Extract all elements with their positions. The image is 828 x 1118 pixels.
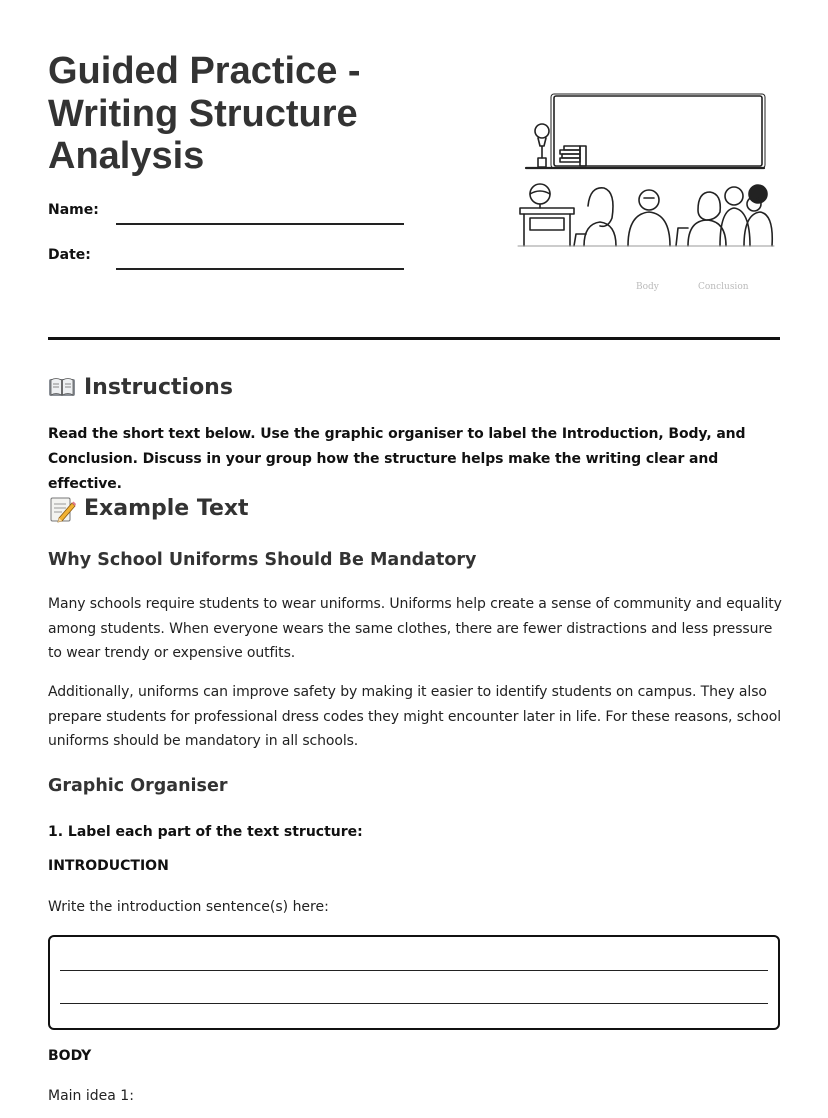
body-label: BODY	[48, 1048, 92, 1064]
open-book-icon	[48, 374, 76, 400]
memo-pencil-icon	[48, 495, 76, 521]
instructions-heading-text: Instructions	[84, 374, 233, 400]
introduction-label: INTRODUCTION	[48, 858, 169, 874]
answer-line[interactable]	[60, 970, 768, 971]
answer-line[interactable]	[60, 1003, 768, 1004]
header-divider	[48, 337, 780, 340]
body-main-idea-prompt: Main idea 1:	[48, 1088, 134, 1104]
graphic-organiser-heading: Graphic Organiser	[48, 776, 228, 796]
introduction-prompt: Write the introduction sentence(s) here:	[48, 899, 329, 915]
classroom-illustration	[512, 88, 780, 300]
introduction-answer-box[interactable]	[48, 935, 780, 1030]
example-paragraph-1: Many schools require students to wear uniforms. Uniforms help create a sense of community and equality among students. When everyone wears the same clothes, there are fewer distractions and less pressure to wear trendy or expensive outfits.	[48, 596, 782, 661]
example-paragraph-2: Additionally, uniforms can improve safety by making it easier to identify students on campus. They also prepare students for professional dress codes they might encounter later in life. For these reasons, school uniforms should be mandatory in all schools.	[48, 684, 782, 749]
name-label: Name:	[48, 202, 99, 218]
instructions-heading	[48, 374, 233, 400]
example-heading	[48, 495, 249, 521]
organiser-task: 1. Label each part of the text structure:	[48, 824, 363, 840]
date-field[interactable]	[116, 268, 404, 270]
name-field[interactable]	[116, 223, 404, 225]
illustration-label-body: Body	[636, 282, 659, 292]
illustration-label-conclusion: Conclusion	[698, 282, 749, 292]
example-heading-text: Example Text	[84, 495, 249, 521]
instructions-text: Read the short text below. Use the graphic organiser to label the Introduction, Body, and Conclusion. Discuss in your group how the structure helps make the writing clear and effective.	[48, 426, 746, 492]
date-label: Date:	[48, 247, 91, 263]
page-title: Guided Practice - Writing Structure Analysis	[48, 50, 361, 177]
example-text-title: Why School Uniforms Should Be Mandatory	[48, 550, 477, 570]
